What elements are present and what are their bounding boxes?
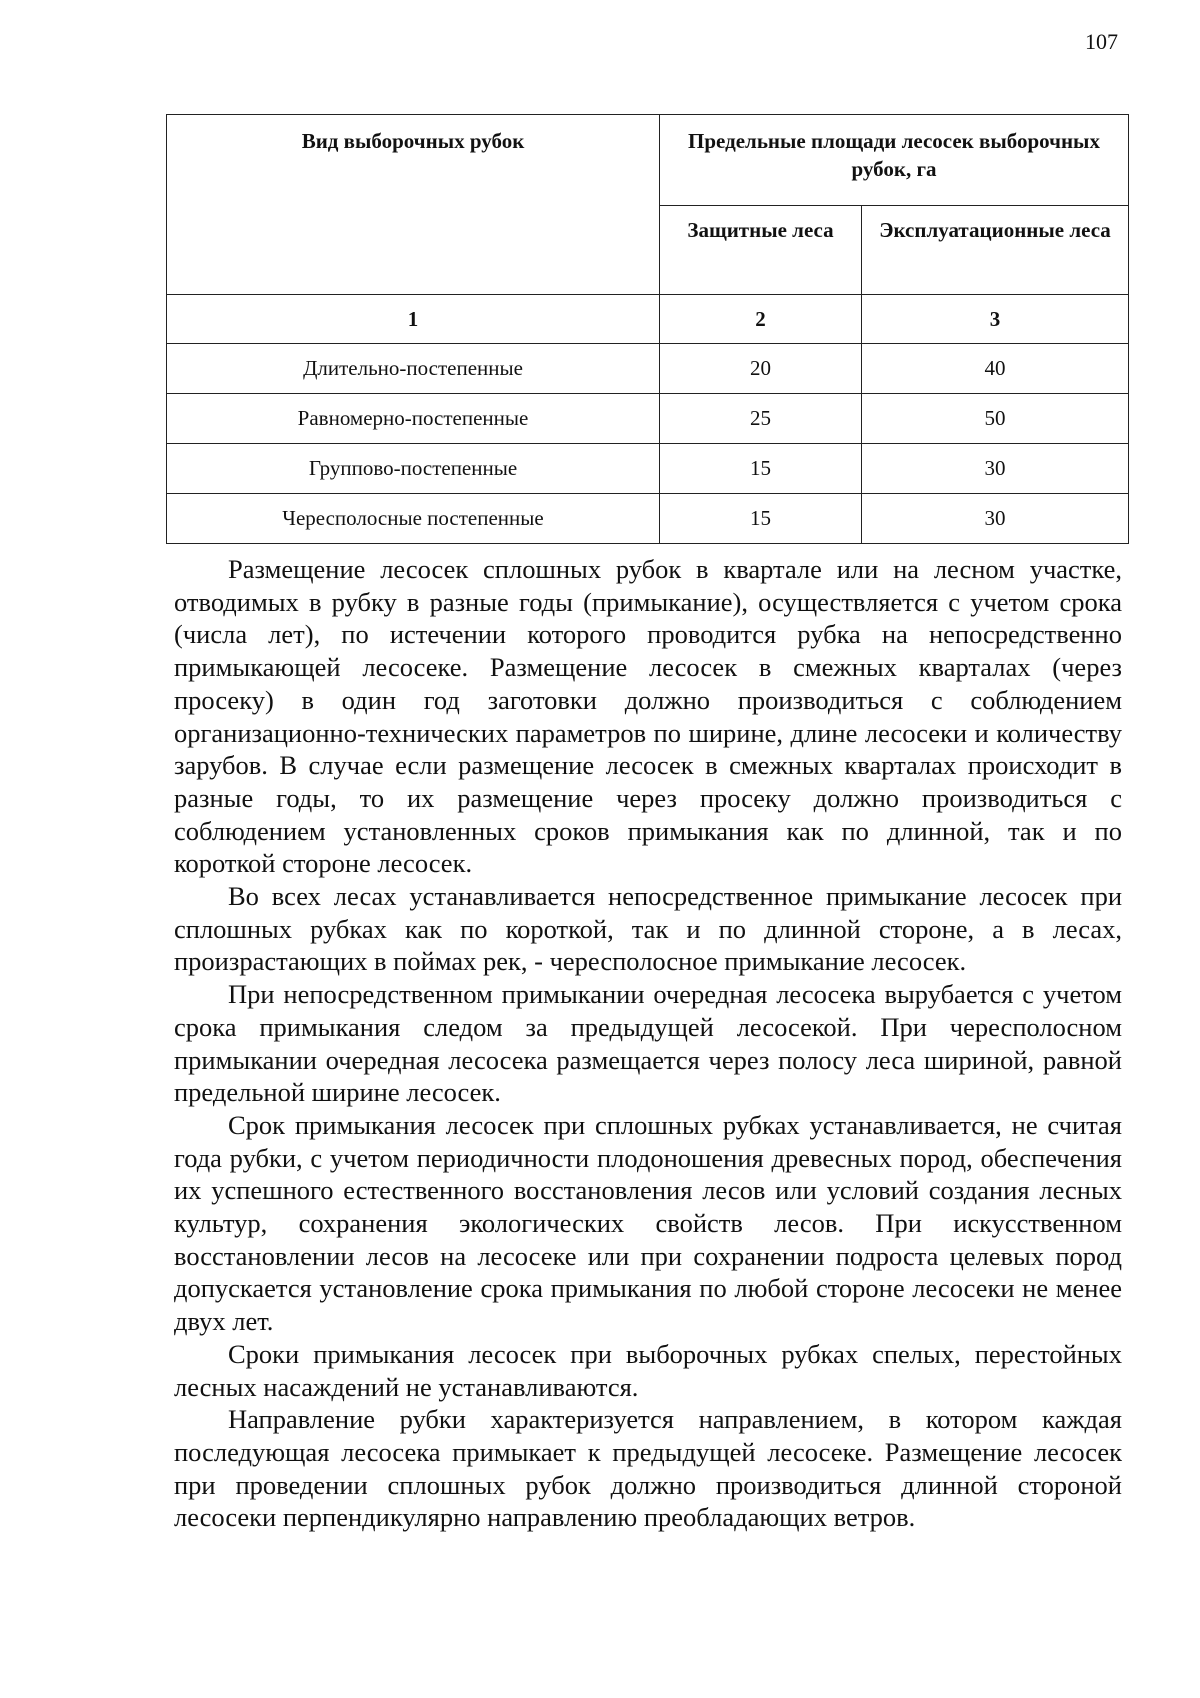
- header-operational-forests: Эксплуатационные леса: [862, 206, 1129, 295]
- paragraph: Сроки примыкания лесосек при выборочных рубках спелых, перестойных лесных насаждений не устанавливаются.: [174, 1338, 1122, 1402]
- page-number: 107: [1085, 29, 1118, 54]
- table-row: [167, 444, 1129, 494]
- cutting-type-cell: Длительно-постепенные: [167, 344, 660, 394]
- table-row: [167, 394, 1129, 444]
- column-number: 3: [862, 295, 1129, 344]
- table-row: [167, 494, 1129, 544]
- protective-area-cell: 25: [660, 394, 862, 444]
- protective-area-cell: 15: [660, 444, 862, 494]
- paragraph: При непосредственном примыкании очередная лесосека вырубается с учетом срока примыкания следом за предыдущей лесосекой. При чересполосном примыкании очередная лесосека размещается через полосу леса шириной, равной предельной ширине лесосек.: [174, 979, 1122, 1108]
- cutting-area-limits-table: [166, 114, 1129, 544]
- cutting-type-cell: Равномерно-постепенные: [167, 394, 660, 444]
- paragraph: Во всех лесах устанавливается непосредственное примыкание лесосек при сплошных рубках как по короткой, так и по длинной стороне, а в лесах, произрастающих в поймах рек, - чересполосное примыкание лесосек.: [174, 881, 1122, 977]
- operational-area-cell: 30: [862, 494, 1129, 544]
- operational-area-cell: 30: [862, 444, 1129, 494]
- table-row: [167, 344, 1129, 394]
- cutting-type-cell: Группово-постепенные: [167, 444, 660, 494]
- column-number: 2: [660, 295, 862, 344]
- operational-area-cell: 50: [862, 394, 1129, 444]
- header-area-limits: Предельные площади лесосек выборочных рубок, га: [660, 115, 1129, 206]
- header-cutting-type: Вид выборочных рубок: [167, 115, 660, 295]
- cutting-type-cell: Чересполосные постепенные: [167, 494, 660, 544]
- paragraph: Размещение лесосек сплошных рубок в квартале или на лесном участке, отводимых в рубку в разные годы (примыкание), осуществляется с учетом срока (числа лет), по истечении которого проводится рубка на непосредственно примыкающей лесосеке. Размещение лесосек в смежных кварталах (через просеку) в один год заготовки должно производиться с соблюдением организационно-технических параметров по ширине, длине лесосеки и количеству зарубов. В случае если размещение лесосек в смежных кварталах происходит в разные годы, то их размещение через просеку должно производиться с соблюдением установленных сроков примыкания как по длинной, так и по короткой стороне лесосек.: [174, 554, 1122, 879]
- protective-area-cell: 20: [660, 344, 862, 394]
- column-number: 1: [167, 295, 660, 344]
- protective-area-cell: 15: [660, 494, 862, 544]
- paragraph: Срок примыкания лесосек при сплошных рубках устанавливается, не считая года рубки, с учетом периодичности плодоношения древесных пород, обеспечения их успешного естественного восстановления лесов или условий создания лесных культур, сохранения экологических свойств лесов. При искусственном восстановлении лесов на лесосеке или при сохранении подроста целевых пород допускается установление срока примыкания по любой стороне лесосеки не менее двух лет.: [174, 1109, 1122, 1337]
- paragraph: Направление рубки характеризуется направлением, в котором каждая последующая лесосека примыкает к предыдущей лесосеке. Размещение лесосек при проведении сплошных рубок должно производиться длинной стороной лесосеки перпендикулярно направлению преобладающих ветров.: [174, 1404, 1122, 1533]
- operational-area-cell: 40: [862, 344, 1129, 394]
- body-text: [174, 553, 1122, 1534]
- header-protective-forests: Защитные леса: [660, 206, 862, 295]
